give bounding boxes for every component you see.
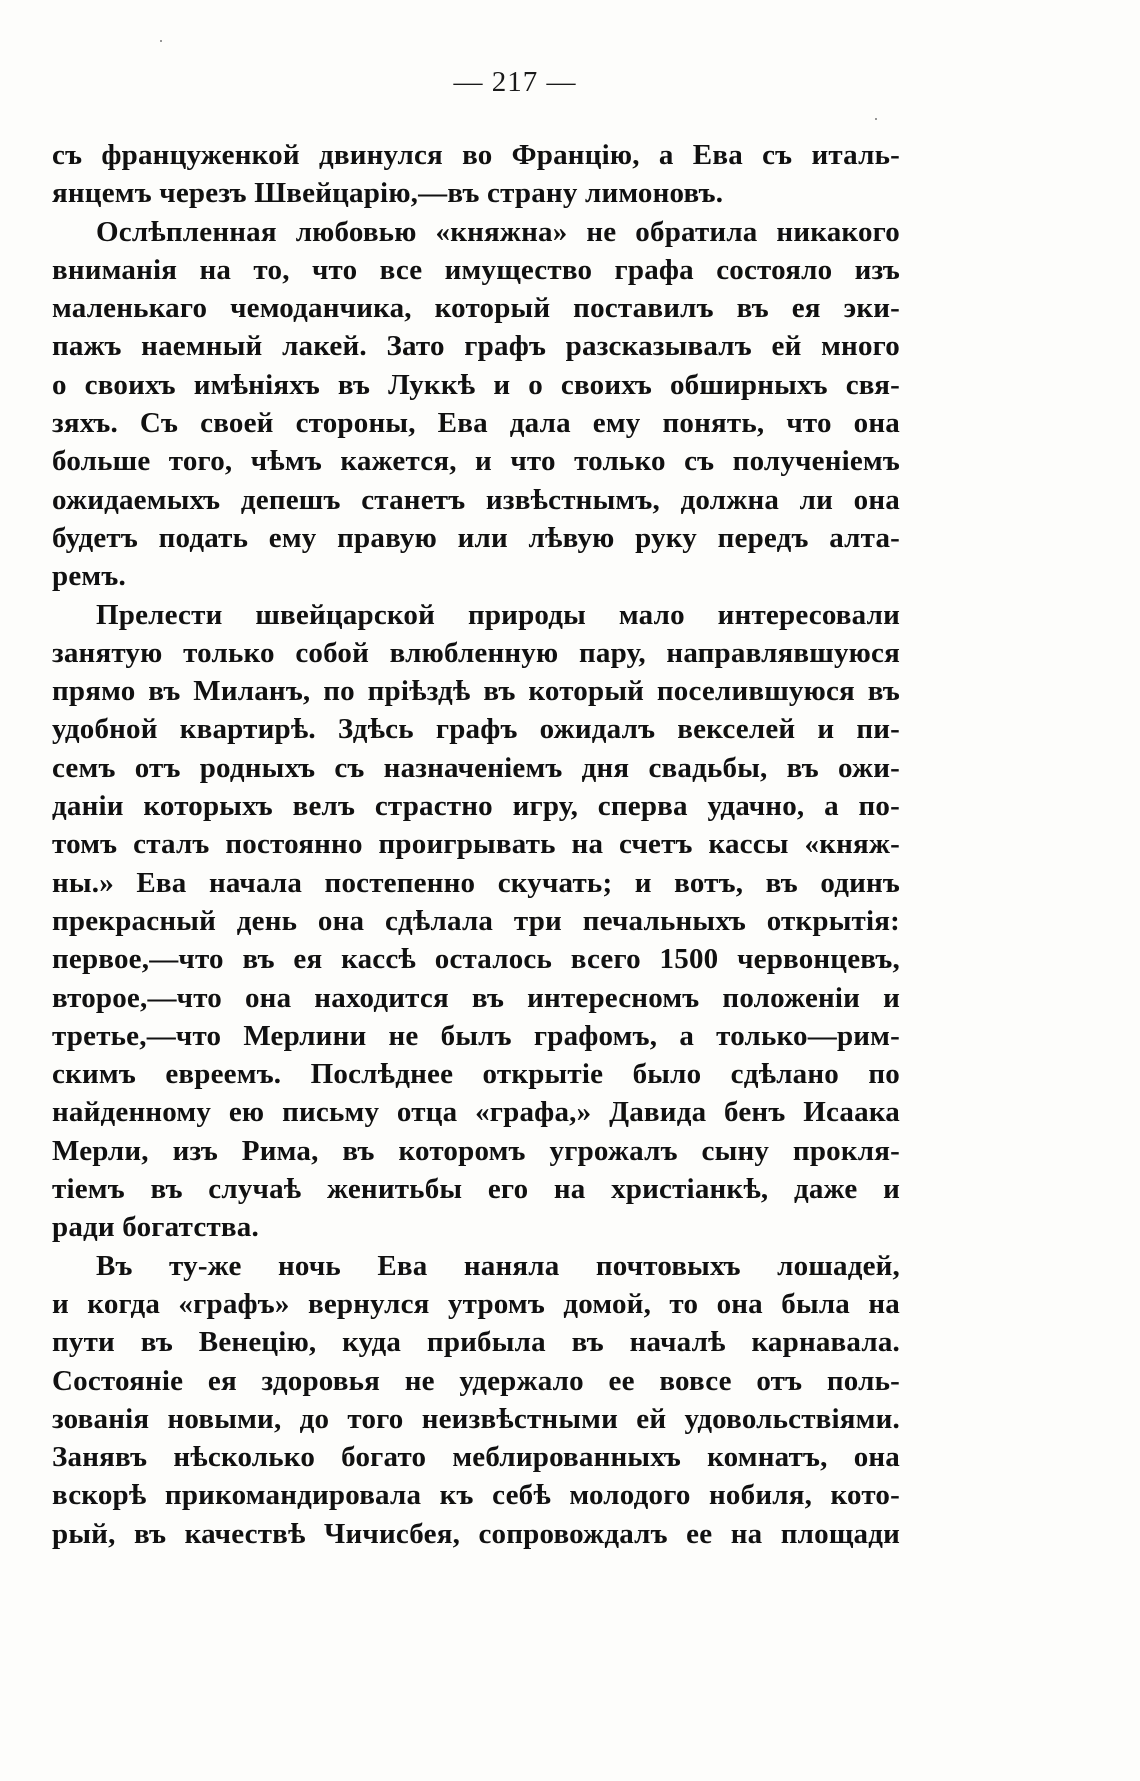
text-line: съ француженкой двинулся во Францію, а Ева съ италь- (52, 139, 900, 171)
text-line: будетъ подать ему правую или лѣвую руку передъ алта- (52, 521, 900, 554)
text-line: зяхъ. Съ своей стороны, Ева дала ему понять, что она (52, 407, 900, 440)
text-line: семъ отъ родныхъ съ назначеніемъ дня свадьбы, въ ожи- (52, 751, 900, 784)
text-line: Занявъ нѣсколько богато меблированныхъ комнатъ, она (52, 1441, 900, 1474)
text-line: пажъ наемный лакей. Зато графъ разсказывалъ ей много (52, 330, 900, 363)
text-line: вниманія на то, что все имущество графа состояло изъ (52, 253, 900, 286)
text-line: ожидаемыхъ депешъ станетъ извѣстнымъ, должна ли она (52, 483, 900, 516)
text-line: зованія новыми, до того неизвѣстными ей удовольствіями. (52, 1402, 900, 1435)
text-line: вскорѣ прикомандировала къ себѣ молодого нобиля, кото- (52, 1479, 900, 1512)
text-line: удобной квартирѣ. Здѣсь графъ ожидалъ векселей и пи- (52, 713, 900, 746)
text-line: пути въ Венецію, куда прибыла въ началѣ карнавала. (52, 1326, 900, 1359)
text-line: ремъ. (52, 560, 126, 593)
text-line: томъ сталъ постоянно проигрывать на счетъ кассы «княж- (52, 828, 900, 861)
text-line: прекрасный день она сдѣлала три печальныхъ открытія: (52, 904, 900, 937)
text-line: Ослѣпленная любовью «княжна» не обратила никакого (96, 215, 900, 248)
text-line: Въ ту-же ночь Ева наняла почтовыхъ лошадей, (96, 1249, 900, 1282)
text-line: Прелести швейцарской природы мало интересовали (96, 598, 900, 631)
text-line: найденному ею письму отца «графа,» Давида бенъ Исаака (52, 1096, 900, 1129)
text-line: второе,—что она находится въ интересномъ положеніи и (52, 981, 900, 1014)
text-line: тіемъ въ случаѣ женитьбы его на христіанкѣ, даже и (52, 1173, 900, 1206)
text-line: ны.» Ева начала постепенно скучать; и вотъ, въ одинъ (52, 866, 900, 899)
paper-speck (875, 118, 877, 120)
text-line: маленькаго чемоданчика, который поставилъ въ ея эки- (52, 292, 900, 325)
text-line: первое,—что въ ея кассѣ осталось всего 1500 червонцевъ, (52, 943, 900, 976)
text-line: о своихъ имѣніяхъ въ Луккѣ и о своихъ обширныхъ свя- (52, 368, 900, 401)
text-line: больше того, чѣмъ кажется, и что только съ полученіемъ (52, 445, 900, 478)
text-line: ради богатства. (52, 1211, 259, 1244)
paper-speck (160, 40, 162, 42)
text-line: янцемъ черезъ Швейцарію,—въ страну лимоновъ. (52, 177, 724, 210)
text-line: Мерли, изъ Рима, въ которомъ угрожалъ сыну прокля- (52, 1134, 900, 1167)
body-text (52, 136, 900, 1553)
text-line: прямо въ Миланъ, по пріѣздѣ въ который поселившуюся въ (52, 675, 900, 708)
text-line: Состояніе ея здоровья не удержало ее вовсе отъ поль- (52, 1364, 900, 1397)
text-line: даніи которыхъ велъ страстно игру, сперва удачно, а по- (52, 790, 900, 823)
text-line: занятую только собой влюбленную пару, направлявшуюся (52, 636, 900, 669)
text-line: скимъ евреемъ. Послѣднее открытіе было сдѣлано по (52, 1058, 900, 1091)
text-line: третье,—что Мерлини не былъ графомъ, а только—рим- (52, 1019, 900, 1052)
page-number: — 217 — (453, 66, 577, 98)
text-line: и когда «графъ» вернулся утромъ домой, то она была на (52, 1287, 900, 1320)
text-line: рый, въ качествѣ Чичисбея, сопровождалъ ее на площади (52, 1517, 900, 1550)
